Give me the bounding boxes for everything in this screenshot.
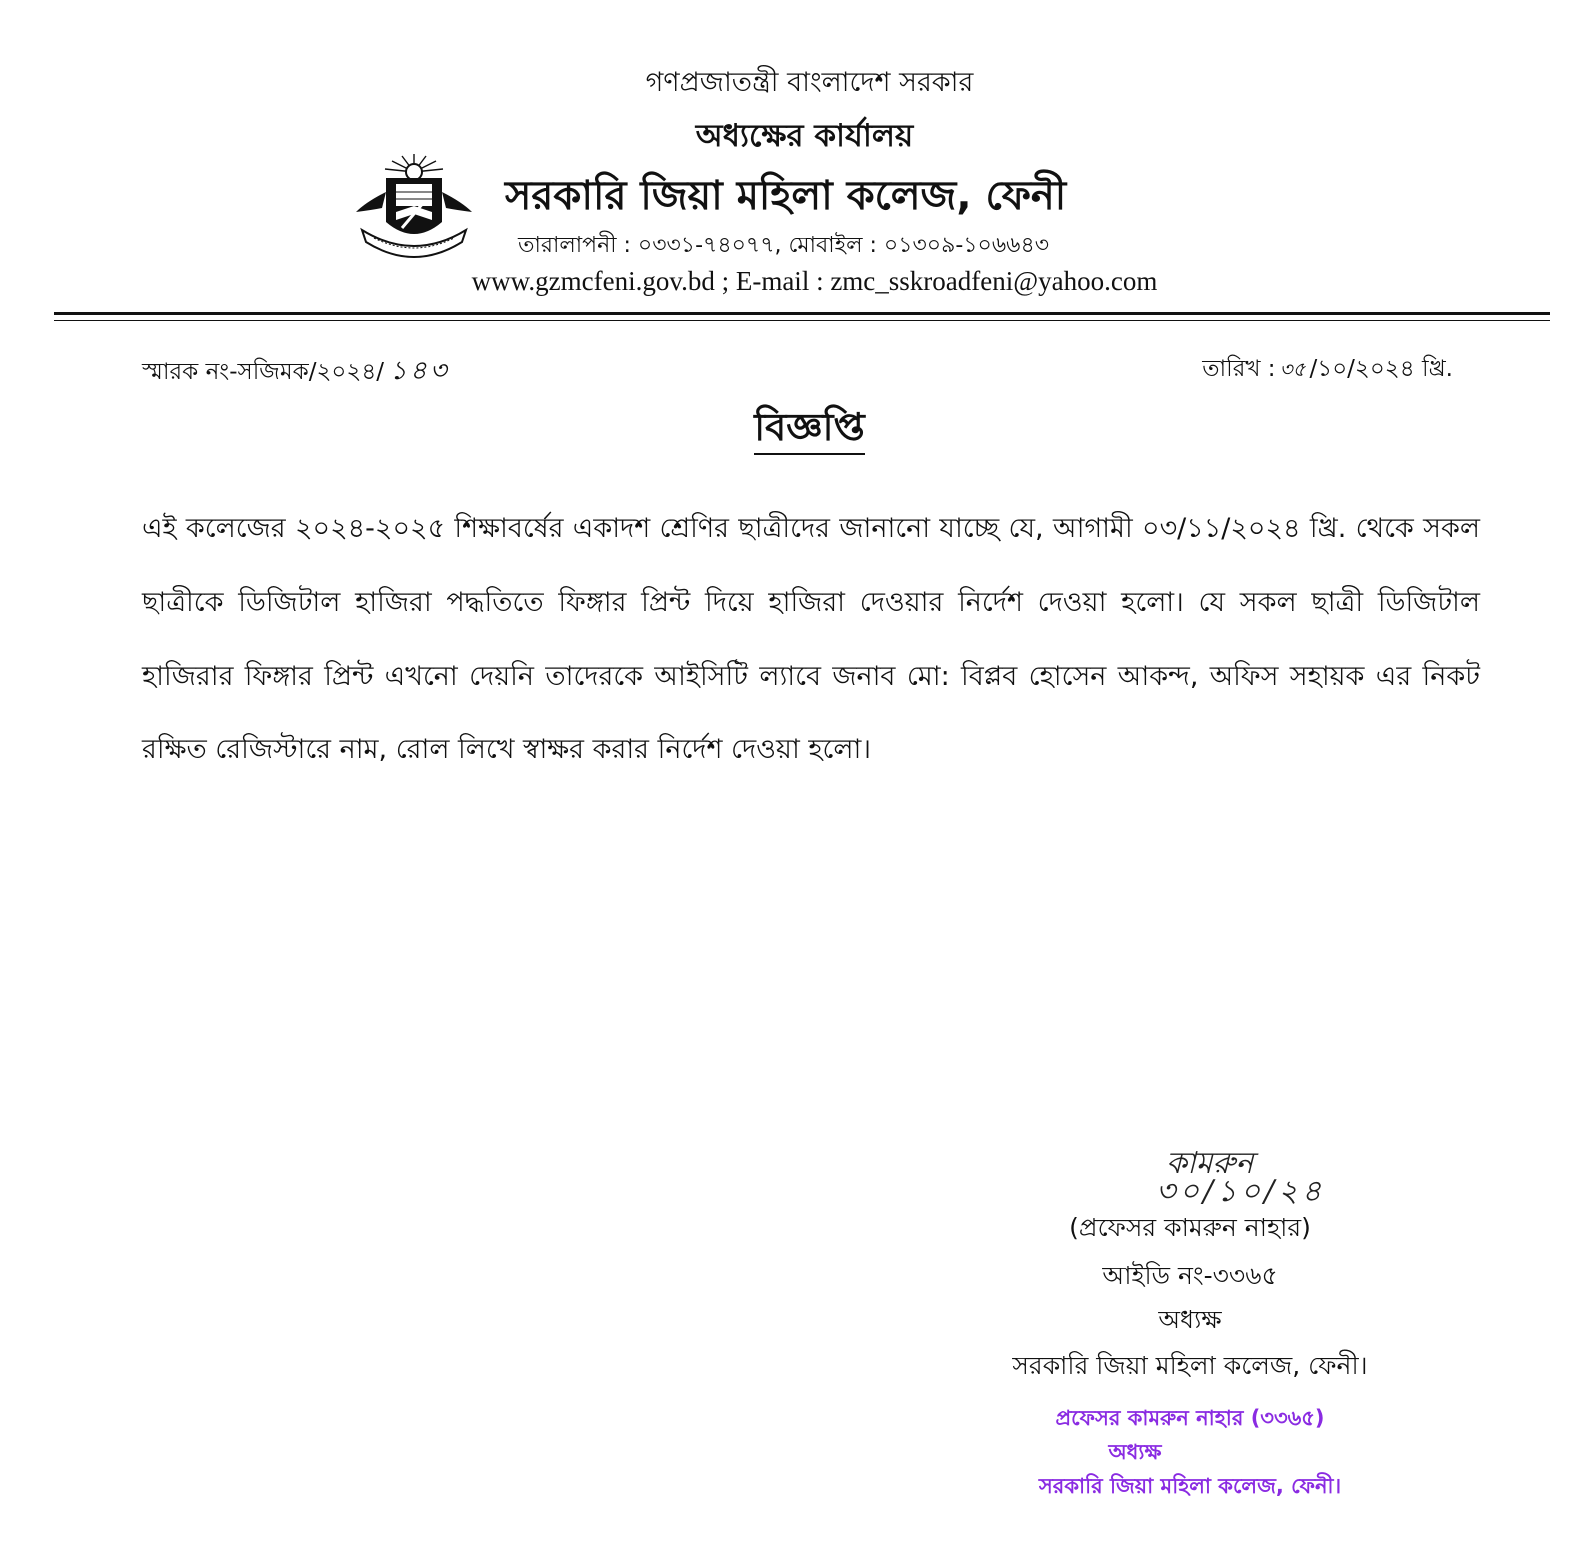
date-handwritten-day: ৩৫ xyxy=(1279,357,1306,381)
college-crest-logo xyxy=(352,150,476,262)
signatory-id: আইডি নং-৩৩৬৫ xyxy=(1102,1261,1278,1290)
stamp-line-institution: সরকারি জিয়া মহিলা কলেজ, ফেনী। xyxy=(1038,1474,1342,1498)
stamp-line-designation: অধ্যক্ষ xyxy=(1108,1440,1162,1464)
notice-title xyxy=(0,398,1579,462)
office-heading: অধ্যক্ষের কার্যালয় xyxy=(695,118,914,154)
handwritten-signature xyxy=(1156,1146,1326,1209)
signatory-name: (প্রফেসর কামরুন নাহার) xyxy=(1069,1213,1311,1242)
government-heading: গণপ্রজাতন্ত্রী বাংলাদেশ সরকার xyxy=(645,67,974,98)
notice-body: এই কলেজের ২০২৪-২০২৫ শিক্ষাবর্ষের একাদশ শ্রেণির ছাত্রীদের জানানো যাচ্ছে যে, আগামী ০৩/১১/২০২৪ খ্রি. থেকে সকল ছাত্রীকে ডিজিটাল হাজিরা পদ্ধতিতে ফিঙ্গার প্রিন্ট দিয়ে হাজিরা দেওয়ার নির্দেশ দেওয়া হলো। যে সকল ছাত্রী ডিজিটাল হাজিরার ফিঙ্গার প্রিন্ট এখনো দেয়নি তাদেরকে আইসিটি ল্যাবে জনাব মো: বিপ্লব হোসেন আকন্দ, অফিস সহায়ক এর নিকট রক্ষিত রেজিস্টারে নাম, রোল লিখে স্বাক্ষর করার নির্দেশ দেওয়া হলো। xyxy=(142,513,1480,766)
header-rule-thin xyxy=(54,320,1550,321)
stamp-line-name: প্রফেসর কামরুন নাহার (৩৩৬৫) xyxy=(1055,1406,1325,1430)
memo-prefix: স্মারক নং-সজিমক/২০২৪/ xyxy=(142,359,384,385)
signatory-institution: সরকারি জিয়া মহিলা কলেজ, ফেনী। xyxy=(1012,1351,1368,1380)
date-label: তারিখ : xyxy=(1202,356,1276,382)
notice-date xyxy=(1202,350,1453,389)
contact-phone: তারালাপনী : ০৩৩১-৭৪০৭৭, মোবাইল : ০১৩০৯-১০৬৬৪৩ xyxy=(518,233,1050,258)
signature-date: ৩০/১০/২৪ xyxy=(1156,1174,1326,1209)
date-rest: /১০/২০২৪ খ্রি. xyxy=(1309,356,1453,382)
college-name: সরকারি জিয়া মহিলা কলেজ, ফেনী xyxy=(505,173,1067,219)
memo-number xyxy=(142,350,450,394)
notice-title-text: বিজ্ঞপ্তি xyxy=(754,405,865,455)
signatory-designation: অধ্যক্ষ xyxy=(1158,1305,1222,1334)
contact-web-email: www.gzmcfeni.gov.bd ; E-mail : zmc_sskroadfeni@yahoo.com xyxy=(471,266,1158,296)
memo-handwritten-number: ১৪৩ xyxy=(390,356,450,386)
signature-scrawl: কামরুন xyxy=(1166,1146,1254,1181)
header-rule-thick xyxy=(54,312,1550,315)
